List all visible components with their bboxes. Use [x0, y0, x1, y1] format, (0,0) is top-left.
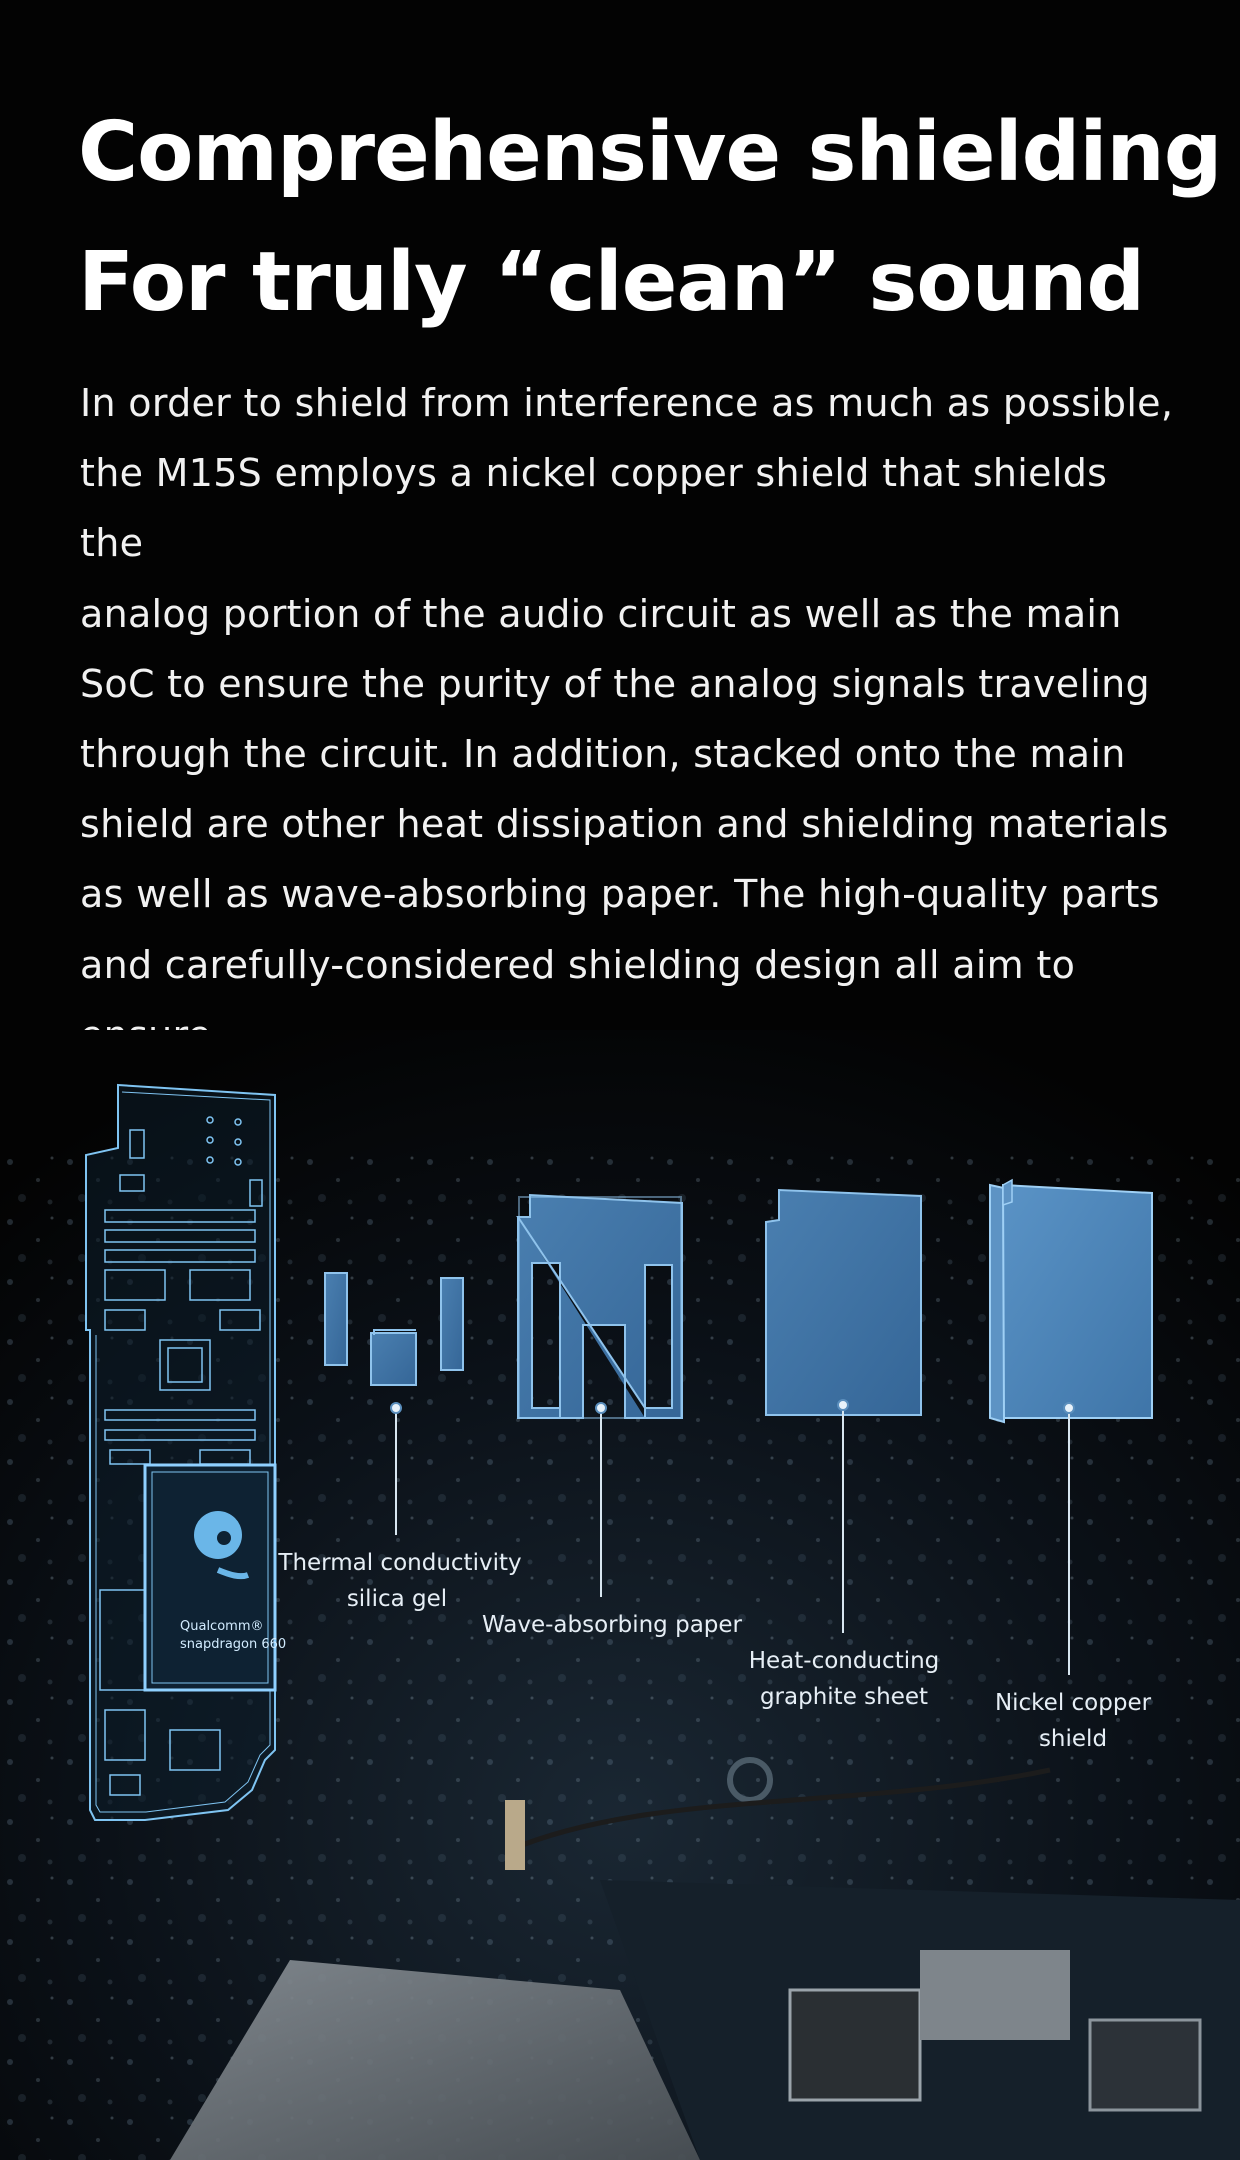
layer-label: Wave-absorbing paper: [481, 1612, 743, 1638]
exploded-shielding-illustration: [0, 1030, 1240, 2160]
graphite-sheet-layer: [766, 1190, 921, 1415]
leader-dot: [596, 1403, 606, 1413]
soc-package: [145, 1465, 275, 1690]
description-line: and carefully-considered shielding design all aim to: [80, 942, 1076, 987]
chip-model: snapdragon 660: [180, 1637, 287, 1652]
layer-label: Nickel copper: [994, 1690, 1152, 1716]
layer-label: Heat-conducting: [748, 1648, 940, 1674]
headline-line-2: For truly “clean” sound: [78, 235, 1145, 330]
headline-line-1: Comprehensive shielding: [78, 105, 1222, 200]
description-line: analog portion of the audio circuit as well as the main: [80, 591, 1122, 636]
nickel-copper-shield-layer: [990, 1180, 1152, 1422]
leader-dot: [1064, 1403, 1074, 1413]
layer-label: silica gel: [346, 1586, 448, 1612]
layer-label: shield: [1038, 1726, 1108, 1752]
description-line: through the circuit. In addition, stacked onto the main: [80, 732, 1126, 777]
chip-brand: Qualcomm®: [180, 1619, 264, 1634]
leader-dot: [391, 1403, 401, 1413]
description-line: as well as wave-absorbing paper. The high-quality parts: [80, 872, 1160, 917]
description: [80, 368, 1180, 1140]
description-line: In order to shield from interference as much as possible,: [80, 381, 1174, 425]
layer-label: graphite sheet: [759, 1684, 929, 1710]
pcb-diagram: [86, 1085, 275, 1820]
description-line: the M15S employs a nickel copper shield that shields the: [80, 451, 1108, 566]
leader-dot: [838, 1400, 848, 1410]
description-line: SoC to ensure the purity of the analog signals traveling: [80, 661, 1150, 706]
layer-label: Thermal conductivity: [278, 1550, 522, 1576]
description-line: shield are other heat dissipation and shielding materials: [80, 802, 1169, 847]
headline: [78, 88, 1222, 348]
